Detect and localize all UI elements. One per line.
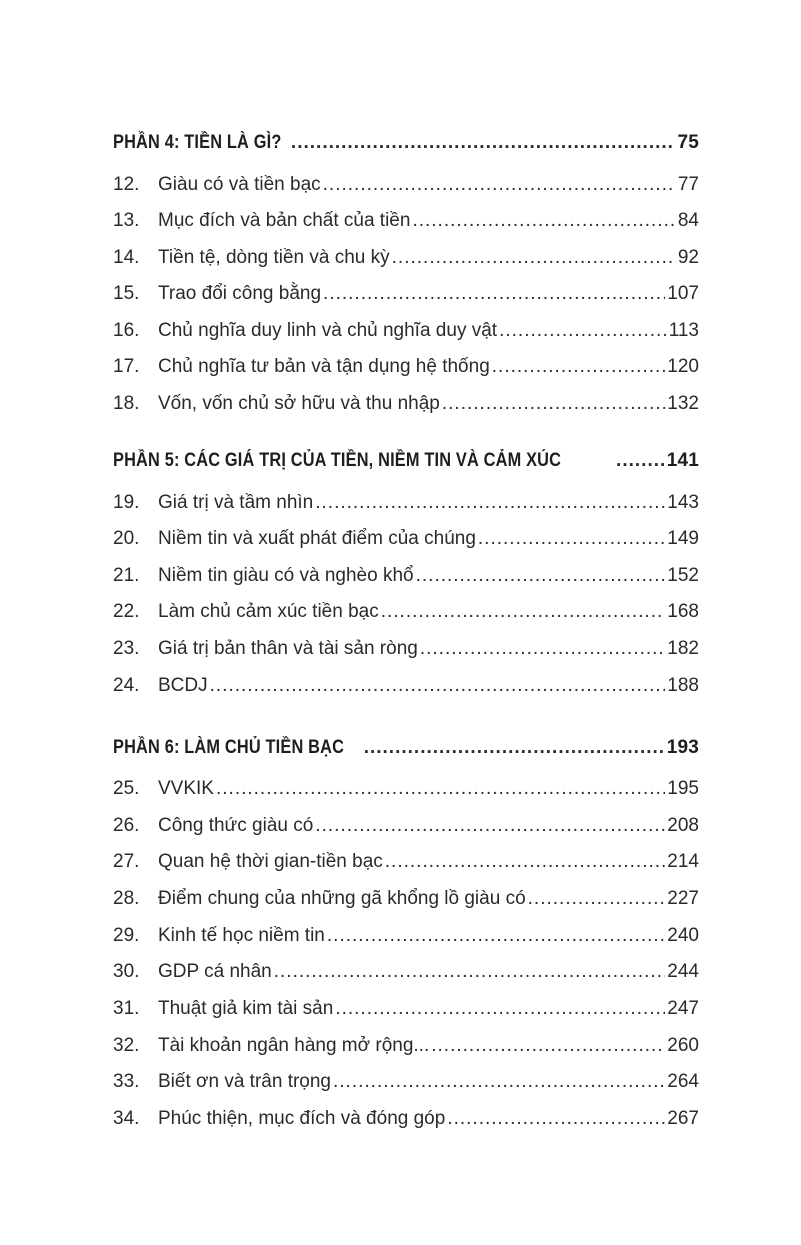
toc-entry (113, 813, 699, 839)
chapter-title: Thuật giả kim tài sản (158, 998, 334, 1019)
section-heading (113, 448, 699, 474)
chapter-number: 14. (113, 247, 140, 268)
page-number: 182 (667, 638, 699, 659)
dot-leader (431, 1033, 665, 1059)
toc-entry (113, 490, 699, 516)
page-number: 168 (667, 601, 699, 622)
chapter-number: 21. (113, 565, 140, 586)
page-number: 92 (677, 247, 699, 268)
section-title: PHẦN 4: TIỀN LÀ GÌ? (113, 132, 282, 153)
dot-leader (323, 172, 676, 198)
chapter-title: Niềm tin và xuất phát điểm của chúng (158, 528, 476, 549)
dot-leader (385, 849, 666, 875)
chapter-title: BCDJ (158, 675, 208, 696)
toc-entry (113, 245, 699, 271)
toc-entry (113, 886, 699, 912)
page-number: 240 (667, 925, 699, 946)
chapter-number: 33. (113, 1071, 140, 1092)
toc-entry (113, 1033, 699, 1059)
page-number: 107 (667, 283, 699, 304)
page-number: 193 (666, 737, 699, 758)
dot-leader (323, 281, 665, 307)
chapter-number: 16. (113, 320, 140, 341)
toc-entry (113, 959, 699, 985)
chapter-number: 15. (113, 283, 140, 304)
chapter-number: 12. (113, 174, 140, 195)
toc-entry (113, 526, 699, 552)
chapter-number: 22. (113, 601, 140, 622)
toc-entry (113, 318, 699, 344)
chapter-number: 30. (113, 961, 140, 982)
chapter-title: Công thức giàu có (158, 815, 314, 836)
page-number: 264 (667, 1071, 699, 1092)
page-number: 227 (667, 888, 699, 909)
dot-leader (381, 599, 666, 625)
toc-entry (113, 563, 699, 589)
chapter-title: Mục đích và bản chất của tiền (158, 210, 411, 231)
dot-leader (291, 130, 676, 156)
page-number: 77 (677, 174, 699, 195)
toc-entry (113, 1069, 699, 1095)
dot-leader (210, 673, 666, 699)
chapter-title: Làm chủ cảm xúc tiền bạc (158, 601, 379, 622)
chapter-title: Kinh tế học niềm tin (158, 925, 325, 946)
chapter-number: 27. (113, 851, 140, 872)
chapter-title: Giàu có và tiền bạc (158, 174, 321, 195)
page-number: 143 (667, 492, 699, 513)
chapter-number: 32. (113, 1035, 140, 1056)
toc-entry (113, 776, 699, 802)
dot-leader (333, 1069, 665, 1095)
dot-leader (412, 208, 675, 234)
page-number: 152 (667, 565, 699, 586)
chapter-title: Phúc thiện, mục đích và đóng góp (158, 1108, 446, 1129)
chapter-title: GDP cá nhân (158, 961, 272, 982)
toc-entry (113, 1106, 699, 1132)
page-number: 208 (667, 815, 699, 836)
page-number: 149 (667, 528, 699, 549)
toc-entry (113, 281, 699, 307)
chapter-number: 29. (113, 925, 140, 946)
chapter-number: 23. (113, 638, 140, 659)
chapter-title: Điểm chung của những gã khổng lồ giàu có (158, 888, 526, 909)
toc-entry (113, 599, 699, 625)
chapter-number: 26. (113, 815, 140, 836)
dot-leader (420, 636, 665, 662)
dot-leader (447, 1106, 665, 1132)
page-number: 267 (667, 1108, 699, 1129)
chapter-number: 25. (113, 778, 140, 799)
chapter-title: Giá trị và tầm nhìn (158, 492, 314, 513)
page-number: 244 (667, 961, 699, 982)
dot-leader (364, 735, 665, 761)
dot-leader (274, 959, 666, 985)
page-number: 141 (666, 450, 699, 471)
dot-leader (492, 354, 666, 380)
chapter-number: 28. (113, 888, 140, 909)
chapter-number: 19. (113, 492, 140, 513)
chapter-title: VVKIK (158, 778, 214, 799)
dot-leader (335, 996, 665, 1022)
dot-leader (442, 391, 665, 417)
page-number: 188 (667, 675, 699, 696)
dot-leader (315, 813, 665, 839)
toc-entry (113, 354, 699, 380)
dot-leader (392, 245, 676, 271)
chapter-number: 34. (113, 1108, 140, 1129)
chapter-title: Chủ nghĩa duy linh và chủ nghĩa duy vật (158, 320, 498, 341)
chapter-title: Chủ nghĩa tư bản và tận dụng hệ thống (158, 356, 490, 377)
toc-entry (113, 172, 699, 198)
toc-entry (113, 996, 699, 1022)
dot-leader (315, 490, 665, 516)
page-number: 214 (667, 851, 699, 872)
toc-entry (113, 208, 699, 234)
section-title: PHẦN 5: CÁC GIÁ TRỊ CỦA TIỀN, NIỀM TIN VÀ CẢM XÚC (113, 450, 562, 471)
chapter-title: Tiền tệ, dòng tiền và chu kỳ (158, 247, 390, 268)
dot-leader (327, 923, 665, 949)
chapter-number: 31. (113, 998, 140, 1019)
toc-entry (113, 636, 699, 662)
section-title: PHẦN 6: LÀM CHỦ TIỀN BẠC (113, 737, 345, 758)
dot-leader (478, 526, 665, 552)
section-heading (113, 735, 699, 761)
chapter-number: 24. (113, 675, 140, 696)
chapter-title: Giá trị bản thân và tài sản ròng (158, 638, 418, 659)
toc-entry (113, 391, 699, 417)
page-number: 84 (677, 210, 699, 231)
dot-leader (216, 776, 665, 802)
chapter-title: Vốn, vốn chủ sở hữu và thu nhập (158, 393, 440, 414)
chapter-title: Trao đổi công bằng (158, 283, 322, 304)
toc-entry (113, 849, 699, 875)
dot-leader (528, 886, 666, 912)
chapter-title: Tài khoản ngân hàng mở rộng... (158, 1035, 430, 1056)
chapter-number: 18. (113, 393, 140, 414)
toc-entry (113, 673, 699, 699)
page-number: 120 (667, 356, 699, 377)
page-number: 195 (667, 778, 699, 799)
chapter-number: 17. (113, 356, 140, 377)
page-number: 75 (677, 132, 699, 153)
page-number: 247 (667, 998, 699, 1019)
toc-entry (113, 923, 699, 949)
chapter-title: Niềm tin giàu có và nghèo khổ (158, 565, 414, 586)
page-number: 113 (668, 320, 699, 341)
section-heading (113, 130, 699, 156)
chapter-number: 13. (113, 210, 140, 231)
dot-leader (616, 448, 665, 474)
page-number: 260 (667, 1035, 699, 1056)
page-number: 132 (667, 393, 699, 414)
dot-leader (416, 563, 666, 589)
chapter-title: Quan hệ thời gian-tiền bạc (158, 851, 383, 872)
chapter-number: 20. (113, 528, 140, 549)
chapter-title: Biết ơn và trân trọng (158, 1071, 331, 1092)
dot-leader (499, 318, 667, 344)
